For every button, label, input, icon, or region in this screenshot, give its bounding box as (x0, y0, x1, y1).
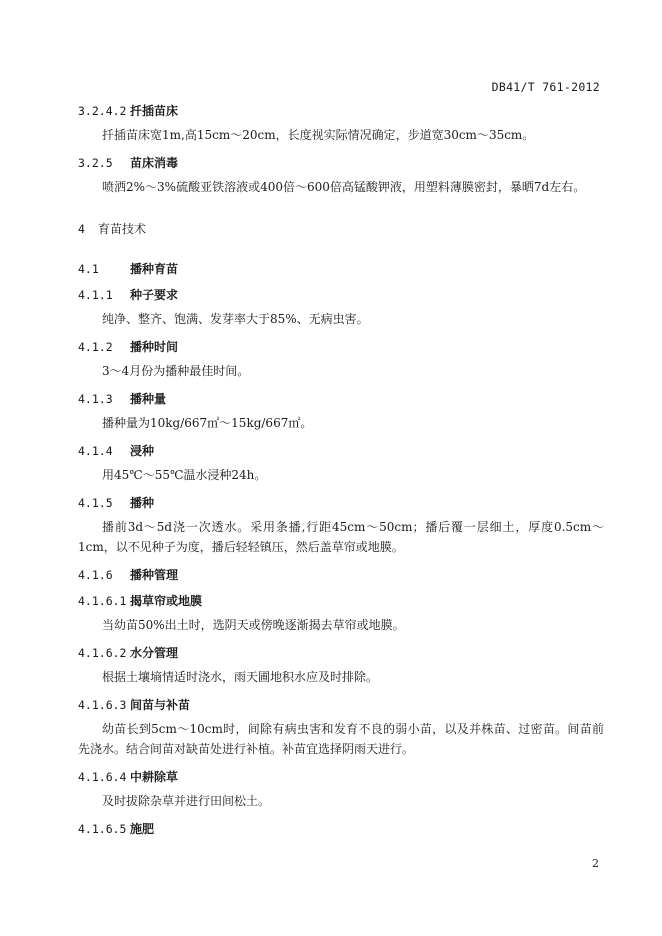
section-number: 4.1.2 (78, 340, 113, 354)
section-paragraph: 播前3d～5d浇一次透水。采用条播,行距45cm～50cm；播后覆一层细土，厚度0.5cm～1cm，以不见种子为度，播后轻轻镇压，然后盖草帘或地膜。 (78, 520, 604, 554)
section-paragraph: 用45℃～55℃温水浸种24h。 (102, 468, 267, 482)
section-heading (78, 588, 604, 614)
section-heading (78, 386, 604, 412)
page-number: 2 (592, 857, 599, 870)
section-number: 4.1.6.5 (78, 822, 127, 836)
document-code: DB41/T 761-2012 (491, 80, 600, 94)
section-number: 4.1 (78, 262, 99, 276)
section-title: 间苗与补苗 (130, 698, 191, 712)
section-number: 4.1.4 (78, 444, 113, 458)
section-paragraph: 当幼苗50%出土时，选阴天或傍晚逐渐揭去草帘或地膜。 (102, 618, 405, 632)
section-title: 播种量 (130, 392, 167, 406)
section-heading (78, 256, 604, 282)
section-heading (78, 692, 604, 718)
section-heading (78, 334, 604, 360)
section-title: 苗床消毒 (130, 156, 179, 170)
section-number: 3.2.5 (78, 156, 113, 170)
section-paragraph: 喷洒2%～3%硫酸亚铁溶液或400倍～600倍高锰酸钾液，用塑料薄膜密封，暴晒7d左右。 (102, 180, 586, 194)
chapter-heading (78, 216, 604, 242)
section-heading (78, 150, 604, 176)
document-body (78, 98, 604, 842)
section-number: 4.1.5 (78, 496, 113, 510)
section-title: 播种管理 (130, 568, 179, 582)
section-number: 3.2.4.2 (78, 104, 127, 118)
section-number: 4.1.6.1 (78, 594, 127, 608)
section-number: 4.1.6 (78, 568, 113, 582)
section-number: 4.1.6.2 (78, 646, 127, 660)
section-number: 4.1.3 (78, 392, 113, 406)
section-heading (78, 640, 604, 666)
section-title: 种子要求 (130, 288, 179, 302)
chapter-title: 育苗技术 (98, 222, 147, 236)
section-paragraph: 3～4月份为播种最佳时间。 (102, 364, 250, 378)
section-number: 4.1.6.4 (78, 770, 127, 784)
section-heading (78, 282, 604, 308)
section-heading (78, 764, 604, 790)
section-number: 4.1.6.3 (78, 698, 127, 712)
section-title: 水分管理 (130, 646, 179, 660)
section-title: 揭草帘或地膜 (130, 594, 203, 608)
section-title: 播种时间 (130, 340, 179, 354)
section-paragraph: 播种量为10kg/667㎡～15kg/667㎡。 (102, 416, 313, 430)
section-heading (78, 562, 604, 588)
section-heading (78, 98, 604, 124)
section-title: 浸种 (130, 444, 155, 458)
section-title: 播种 (130, 496, 155, 510)
section-heading (78, 438, 604, 464)
section-paragraph: 扦插苗床宽1m,高15cm～20cm，长度视实际情况确定，步道宽30cm～35cm。 (102, 128, 535, 142)
section-paragraph: 及时拔除杂草并进行田间松土。 (102, 794, 271, 808)
section-paragraph: 根据土壤墒情适时浇水，雨天圃地积水应及时排除。 (102, 670, 379, 684)
section-title: 扦插苗床 (130, 104, 179, 118)
section-paragraph: 幼苗长到5cm～10cm时，间除有病虫害和发育不良的弱小苗，以及并株苗、过密苗。间苗前先浇水。结合间苗对缺苗处进行补植。补苗宜选择阴雨天进行。 (78, 722, 604, 756)
section-heading (78, 490, 604, 516)
section-title: 播种育苗 (130, 262, 179, 276)
section-title: 施肥 (130, 822, 155, 836)
section-title: 中耕除草 (130, 770, 179, 784)
chapter-number: 4 (78, 222, 85, 236)
section-number: 4.1.1 (78, 288, 113, 302)
section-paragraph: 纯净、整齐、饱满、发芽率大于85%、无病虫害。 (102, 312, 369, 326)
section-heading (78, 816, 604, 842)
